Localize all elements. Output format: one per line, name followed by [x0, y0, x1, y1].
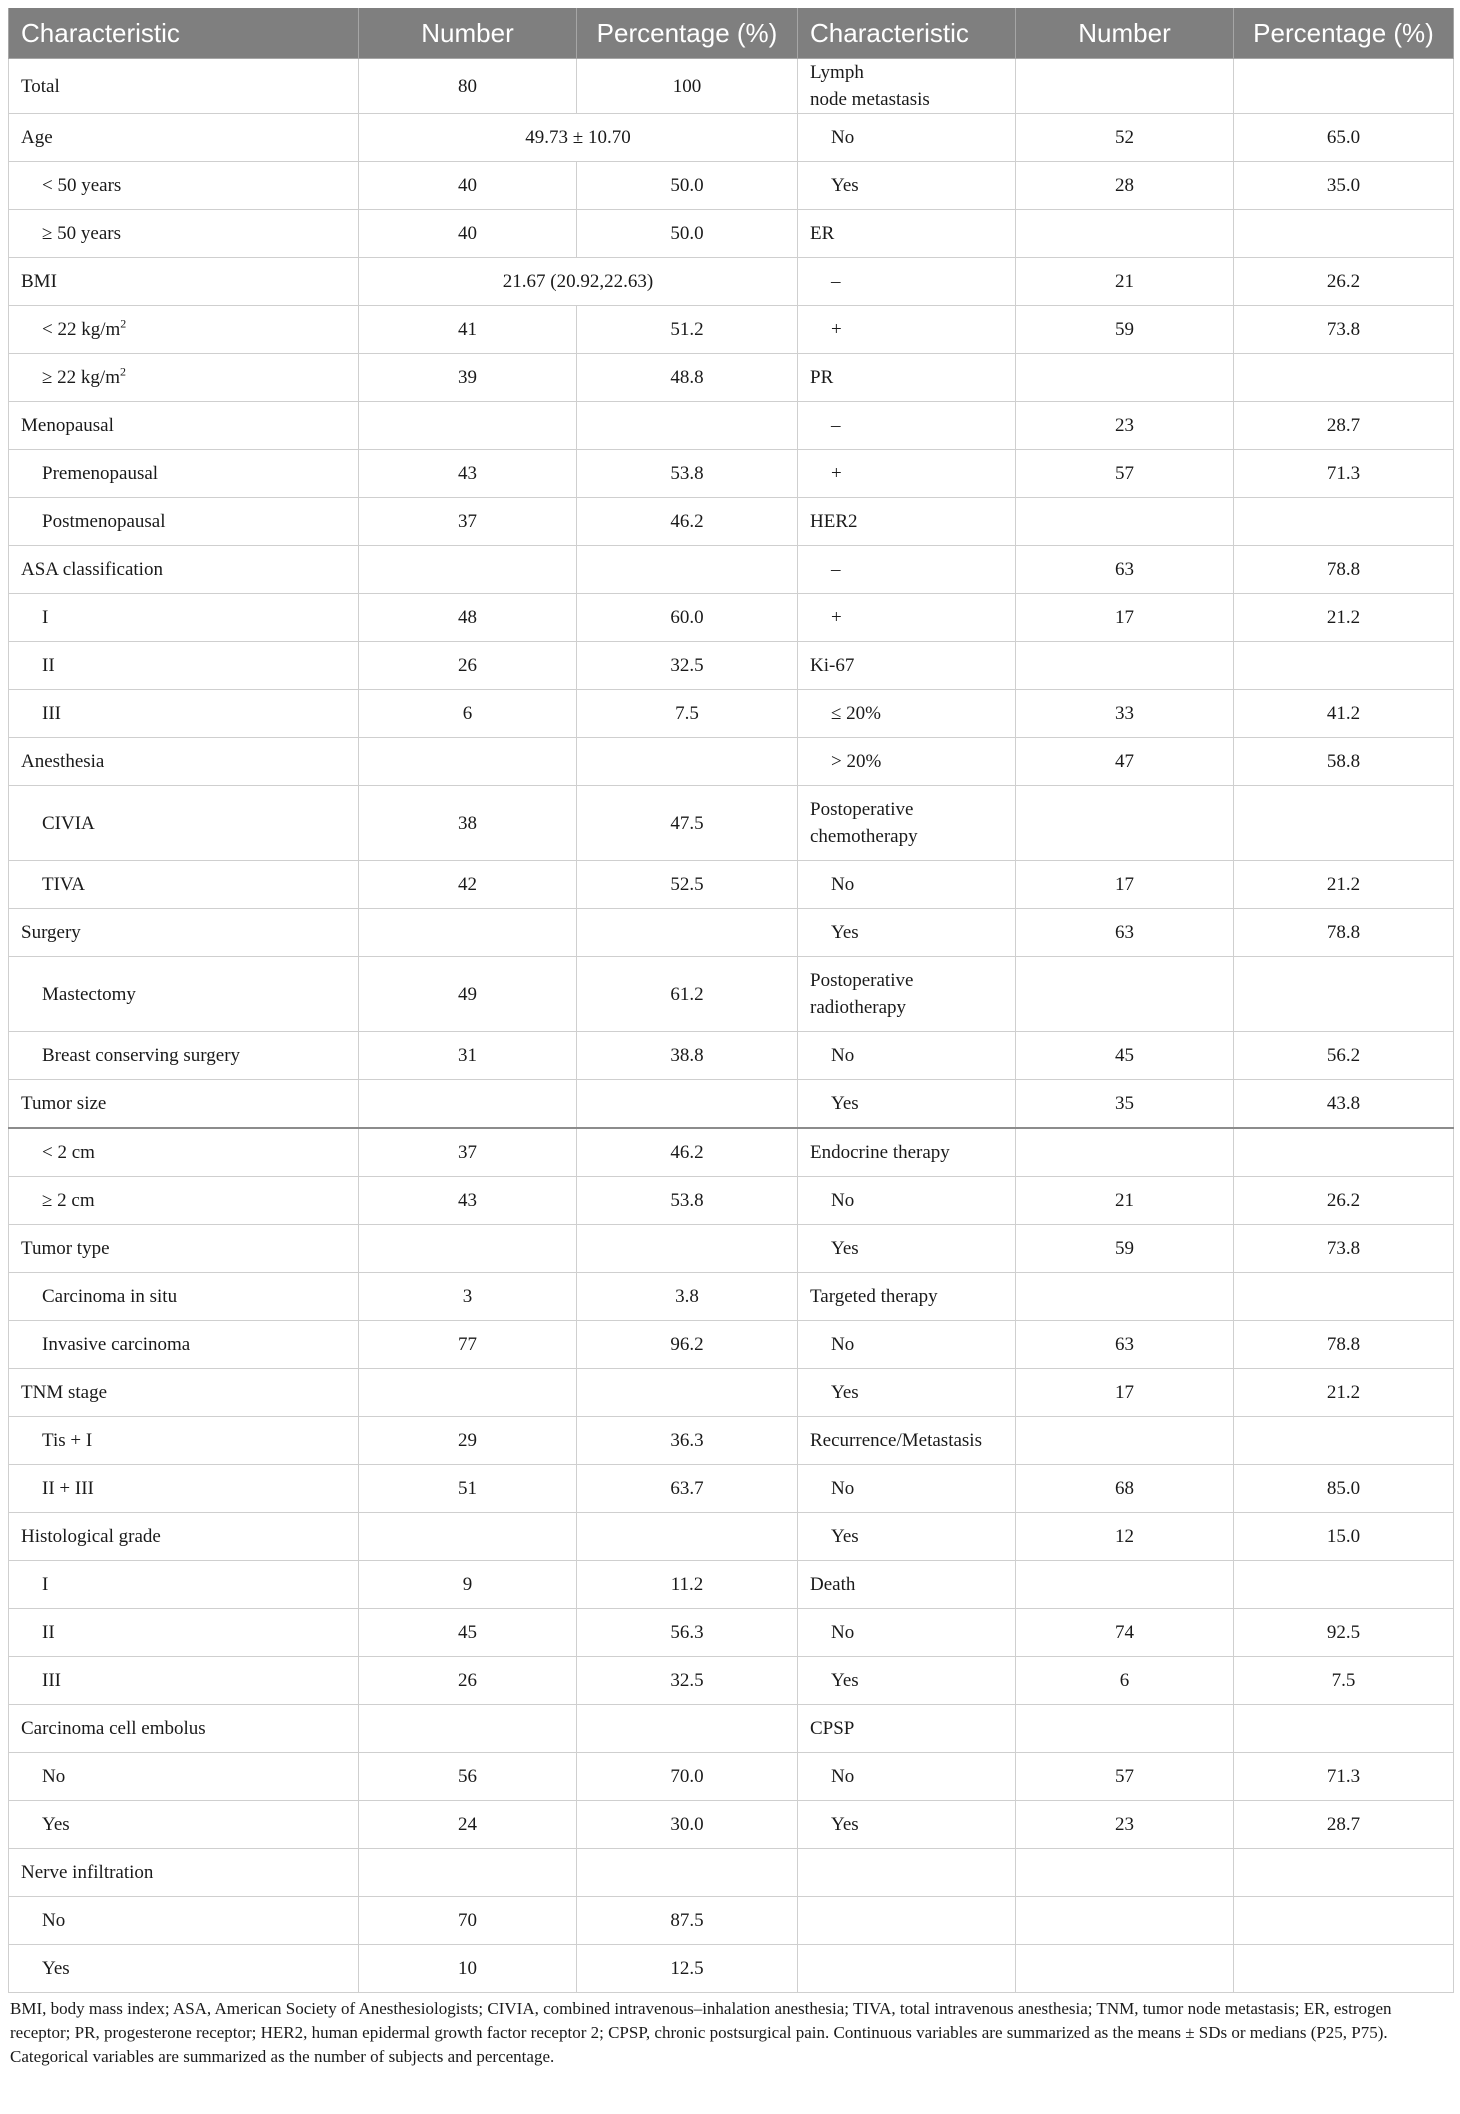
right-number-cell: 63 [1016, 1321, 1234, 1369]
left-percentage-cell [577, 1849, 798, 1897]
right-characteristic-cell: Postoperative radiotherapy [798, 957, 1016, 1032]
right-number-cell: 68 [1016, 1465, 1234, 1513]
left-percentage-cell: 3.8 [577, 1273, 798, 1321]
table-row [9, 690, 1454, 738]
table-row [9, 306, 1454, 354]
table-row [9, 1753, 1454, 1801]
left-percentage-cell: 46.2 [577, 1128, 798, 1177]
right-characteristic-cell: Recurrence/Metastasis [798, 1417, 1016, 1465]
left-percentage-cell: 63.7 [577, 1465, 798, 1513]
left-percentage-cell [577, 738, 798, 786]
right-percentage-cell: 28.7 [1234, 402, 1454, 450]
right-percentage-cell: 78.8 [1234, 546, 1454, 594]
table-row [9, 210, 1454, 258]
left-characteristic-cell: II + III [9, 1465, 359, 1513]
table-row [9, 1177, 1454, 1225]
left-number-cell [359, 1849, 577, 1897]
header-characteristic-right: Characteristic [798, 8, 1016, 59]
left-characteristic-cell: Carcinoma in situ [9, 1273, 359, 1321]
header-percentage-left: Percentage (%) [577, 8, 798, 59]
left-characteristic-cell: Yes [9, 1801, 359, 1849]
table-row [9, 1225, 1454, 1273]
table-row [9, 258, 1454, 306]
table-header [9, 8, 1454, 59]
right-number-cell [1016, 642, 1234, 690]
table-row [9, 786, 1454, 861]
right-percentage-cell: 78.8 [1234, 909, 1454, 957]
right-characteristic-cell: Yes [798, 1080, 1016, 1129]
right-number-cell [1016, 59, 1234, 114]
left-characteristic-cell: Tumor type [9, 1225, 359, 1273]
right-characteristic-cell: Ki-67 [798, 642, 1016, 690]
left-number-cell: 37 [359, 498, 577, 546]
left-number-cell [359, 1705, 577, 1753]
right-number-cell: 59 [1016, 306, 1234, 354]
left-characteristic-cell [9, 354, 359, 402]
right-number-cell [1016, 1849, 1234, 1897]
right-characteristic-cell: No [798, 1753, 1016, 1801]
header-number-right: Number [1016, 8, 1234, 59]
left-characteristic-cell: ≥ 2 cm [9, 1177, 359, 1225]
right-characteristic-cell: No [798, 861, 1016, 909]
right-characteristic-cell: HER2 [798, 498, 1016, 546]
left-percentage-cell: 7.5 [577, 690, 798, 738]
header-row [9, 8, 1454, 59]
left-characteristic-cell: TNM stage [9, 1369, 359, 1417]
right-percentage-cell [1234, 1897, 1454, 1945]
right-characteristic-cell: > 20% [798, 738, 1016, 786]
left-number-cell [359, 1513, 577, 1561]
right-characteristic-cell: Endocrine therapy [798, 1128, 1016, 1177]
left-percentage-cell: 46.2 [577, 498, 798, 546]
left-number-cell: 9 [359, 1561, 577, 1609]
left-number-cell: 10 [359, 1945, 577, 1993]
left-percentage-cell: 87.5 [577, 1897, 798, 1945]
left-percentage-cell: 47.5 [577, 786, 798, 861]
table-row [9, 1321, 1454, 1369]
right-characteristic-cell [798, 1849, 1016, 1897]
left-number-cell: 49 [359, 957, 577, 1032]
table-row [9, 450, 1454, 498]
right-number-cell: 52 [1016, 114, 1234, 162]
table-row [9, 1273, 1454, 1321]
right-number-cell [1016, 957, 1234, 1032]
table-row [9, 1417, 1454, 1465]
right-number-cell: 17 [1016, 594, 1234, 642]
right-number-cell: 21 [1016, 258, 1234, 306]
table-row [9, 1897, 1454, 1945]
left-number-cell [359, 402, 577, 450]
left-percentage-cell [577, 1705, 798, 1753]
label-text: ≥ 22 kg/m [42, 367, 120, 388]
left-percentage-cell [577, 402, 798, 450]
left-number-cell [359, 738, 577, 786]
left-percentage-cell: 11.2 [577, 1561, 798, 1609]
right-number-cell: 6 [1016, 1657, 1234, 1705]
left-number-cell: 40 [359, 162, 577, 210]
left-number-cell: 24 [359, 1801, 577, 1849]
left-percentage-cell [577, 546, 798, 594]
left-percentage-cell: 53.8 [577, 1177, 798, 1225]
table-row [9, 642, 1454, 690]
left-characteristic-cell: ASA classification [9, 546, 359, 594]
right-percentage-cell [1234, 1945, 1454, 1993]
left-number-cell [359, 1369, 577, 1417]
table-row [9, 1657, 1454, 1705]
right-percentage-cell [1234, 1561, 1454, 1609]
right-percentage-cell: 28.7 [1234, 1801, 1454, 1849]
right-characteristic-cell: Yes [798, 1657, 1016, 1705]
right-characteristic-cell [798, 1945, 1016, 1993]
left-number-cell: 3 [359, 1273, 577, 1321]
left-summary-cell: 49.73 ± 10.70 [359, 114, 798, 162]
left-percentage-cell: 56.3 [577, 1609, 798, 1657]
table-row [9, 738, 1454, 786]
left-characteristic-cell: III [9, 1657, 359, 1705]
left-number-cell: 31 [359, 1032, 577, 1080]
left-number-cell: 40 [359, 210, 577, 258]
left-number-cell: 29 [359, 1417, 577, 1465]
left-number-cell [359, 546, 577, 594]
left-number-cell: 45 [359, 1609, 577, 1657]
table-row [9, 1513, 1454, 1561]
right-percentage-cell: 41.2 [1234, 690, 1454, 738]
left-characteristic-cell: Yes [9, 1945, 359, 1993]
left-number-cell: 26 [359, 642, 577, 690]
right-characteristic-cell: Targeted therapy [798, 1273, 1016, 1321]
right-percentage-cell [1234, 1128, 1454, 1177]
left-number-cell: 70 [359, 1897, 577, 1945]
right-percentage-cell: 78.8 [1234, 1321, 1454, 1369]
right-percentage-cell: 15.0 [1234, 1513, 1454, 1561]
left-number-cell: 48 [359, 594, 577, 642]
left-percentage-cell: 48.8 [577, 354, 798, 402]
left-percentage-cell [577, 1225, 798, 1273]
right-characteristic-cell: + [798, 594, 1016, 642]
left-percentage-cell [577, 1080, 798, 1129]
left-number-cell: 41 [359, 306, 577, 354]
right-characteristic-cell: – [798, 258, 1016, 306]
table-row [9, 402, 1454, 450]
left-number-cell: 37 [359, 1128, 577, 1177]
left-percentage-cell: 60.0 [577, 594, 798, 642]
left-number-cell [359, 909, 577, 957]
left-percentage-cell: 61.2 [577, 957, 798, 1032]
left-characteristic-cell: Premenopausal [9, 450, 359, 498]
right-characteristic-cell: Death [798, 1561, 1016, 1609]
left-characteristic-cell: Anesthesia [9, 738, 359, 786]
table-row [9, 1705, 1454, 1753]
right-percentage-cell: 56.2 [1234, 1032, 1454, 1080]
table-body [9, 59, 1454, 1993]
left-number-cell: 51 [359, 1465, 577, 1513]
right-number-cell: 74 [1016, 1609, 1234, 1657]
left-characteristic-cell: Age [9, 114, 359, 162]
right-number-cell: 17 [1016, 1369, 1234, 1417]
left-characteristic-cell [9, 306, 359, 354]
table-row [9, 354, 1454, 402]
right-percentage-cell [1234, 1705, 1454, 1753]
left-summary-cell: 21.67 (20.92,22.63) [359, 258, 798, 306]
right-characteristic-cell: ≤ 20% [798, 690, 1016, 738]
left-percentage-cell [577, 909, 798, 957]
header-number-left: Number [359, 8, 577, 59]
right-percentage-cell: 58.8 [1234, 738, 1454, 786]
table-row [9, 594, 1454, 642]
right-number-cell [1016, 210, 1234, 258]
right-number-cell: 17 [1016, 861, 1234, 909]
right-number-cell: 33 [1016, 690, 1234, 738]
left-number-cell: 26 [359, 1657, 577, 1705]
right-number-cell: 57 [1016, 450, 1234, 498]
right-percentage-cell [1234, 1849, 1454, 1897]
left-number-cell: 42 [359, 861, 577, 909]
right-percentage-cell: 26.2 [1234, 258, 1454, 306]
table-row [9, 1080, 1454, 1129]
left-characteristic-cell: Invasive carcinoma [9, 1321, 359, 1369]
table-row [9, 1032, 1454, 1080]
right-characteristic-cell: ER [798, 210, 1016, 258]
right-percentage-cell [1234, 1417, 1454, 1465]
left-percentage-cell: 96.2 [577, 1321, 798, 1369]
superscript: 2 [120, 316, 127, 331]
right-number-cell: 21 [1016, 1177, 1234, 1225]
right-characteristic-cell: Yes [798, 162, 1016, 210]
right-number-cell: 63 [1016, 546, 1234, 594]
right-number-cell [1016, 354, 1234, 402]
right-percentage-cell: 85.0 [1234, 1465, 1454, 1513]
table-row [9, 909, 1454, 957]
right-percentage-cell: 71.3 [1234, 1753, 1454, 1801]
right-number-cell: 47 [1016, 738, 1234, 786]
table-row [9, 498, 1454, 546]
left-number-cell: 6 [359, 690, 577, 738]
right-percentage-cell [1234, 642, 1454, 690]
left-percentage-cell: 38.8 [577, 1032, 798, 1080]
right-characteristic-cell: No [798, 1032, 1016, 1080]
right-percentage-cell: 35.0 [1234, 162, 1454, 210]
right-characteristic-cell: – [798, 546, 1016, 594]
right-percentage-cell: 92.5 [1234, 1609, 1454, 1657]
table-row [9, 1945, 1454, 1993]
right-characteristic-cell: Yes [798, 1225, 1016, 1273]
left-percentage-cell: 50.0 [577, 162, 798, 210]
right-percentage-cell: 7.5 [1234, 1657, 1454, 1705]
right-characteristic-cell: + [798, 306, 1016, 354]
left-percentage-cell: 30.0 [577, 1801, 798, 1849]
right-percentage-cell: 73.8 [1234, 306, 1454, 354]
right-percentage-cell: 21.2 [1234, 1369, 1454, 1417]
table-container [8, 8, 1453, 2069]
right-characteristic-cell: Postoperative chemotherapy [798, 786, 1016, 861]
right-percentage-cell: 43.8 [1234, 1080, 1454, 1129]
right-percentage-cell [1234, 354, 1454, 402]
right-characteristic-cell: PR [798, 354, 1016, 402]
right-number-cell: 12 [1016, 1513, 1234, 1561]
right-number-cell [1016, 786, 1234, 861]
left-characteristic-cell: Breast conserving surgery [9, 1032, 359, 1080]
table-row [9, 1849, 1454, 1897]
right-number-cell [1016, 1897, 1234, 1945]
left-percentage-cell: 32.5 [577, 1657, 798, 1705]
left-characteristic-cell: Postmenopausal [9, 498, 359, 546]
left-characteristic-cell: I [9, 1561, 359, 1609]
table-row [9, 59, 1454, 114]
right-number-cell: 45 [1016, 1032, 1234, 1080]
right-percentage-cell [1234, 210, 1454, 258]
table-row [9, 1465, 1454, 1513]
right-number-cell [1016, 498, 1234, 546]
left-number-cell [359, 1080, 577, 1129]
right-characteristic-cell: Lymph node metastasis [798, 59, 1016, 114]
right-characteristic-cell: No [798, 1609, 1016, 1657]
right-number-cell: 23 [1016, 402, 1234, 450]
characteristics-table [8, 8, 1454, 1993]
right-characteristic-cell: No [798, 114, 1016, 162]
left-characteristic-cell: Menopausal [9, 402, 359, 450]
right-characteristic-cell: Yes [798, 909, 1016, 957]
right-percentage-cell: 73.8 [1234, 1225, 1454, 1273]
left-characteristic-cell: Nerve infiltration [9, 1849, 359, 1897]
header-percentage-right: Percentage (%) [1234, 8, 1454, 59]
left-characteristic-cell: Surgery [9, 909, 359, 957]
left-characteristic-cell: No [9, 1897, 359, 1945]
left-percentage-cell [577, 1369, 798, 1417]
table-row [9, 114, 1454, 162]
right-percentage-cell: 26.2 [1234, 1177, 1454, 1225]
right-percentage-cell [1234, 59, 1454, 114]
left-characteristic-cell: Mastectomy [9, 957, 359, 1032]
right-number-cell [1016, 1273, 1234, 1321]
right-number-cell [1016, 1128, 1234, 1177]
right-percentage-cell: 65.0 [1234, 114, 1454, 162]
left-percentage-cell: 70.0 [577, 1753, 798, 1801]
left-percentage-cell: 51.2 [577, 306, 798, 354]
right-number-cell: 59 [1016, 1225, 1234, 1273]
right-number-cell: 63 [1016, 909, 1234, 957]
left-percentage-cell: 32.5 [577, 642, 798, 690]
superscript: 2 [120, 364, 126, 379]
right-percentage-cell [1234, 786, 1454, 861]
right-characteristic-cell: + [798, 450, 1016, 498]
left-characteristic-cell: II [9, 642, 359, 690]
left-percentage-cell: 52.5 [577, 861, 798, 909]
right-characteristic-cell [798, 1897, 1016, 1945]
left-characteristic-cell: BMI [9, 258, 359, 306]
table-row [9, 162, 1454, 210]
table-row [9, 1801, 1454, 1849]
right-characteristic-cell: No [798, 1321, 1016, 1369]
table-row [9, 1561, 1454, 1609]
left-number-cell: 43 [359, 450, 577, 498]
right-number-cell [1016, 1705, 1234, 1753]
left-characteristic-cell: CIVIA [9, 786, 359, 861]
left-characteristic-cell: ≥ 50 years [9, 210, 359, 258]
left-number-cell: 77 [359, 1321, 577, 1369]
table-row [9, 957, 1454, 1032]
left-characteristic-cell: II [9, 1609, 359, 1657]
right-percentage-cell [1234, 957, 1454, 1032]
right-characteristic-cell: – [798, 402, 1016, 450]
right-percentage-cell [1234, 1273, 1454, 1321]
left-number-cell: 56 [359, 1753, 577, 1801]
left-characteristic-cell: Histological grade [9, 1513, 359, 1561]
left-number-cell [359, 1225, 577, 1273]
right-number-cell [1016, 1417, 1234, 1465]
right-number-cell: 35 [1016, 1080, 1234, 1129]
left-characteristic-cell: Carcinoma cell embolus [9, 1705, 359, 1753]
left-characteristic-cell: TIVA [9, 861, 359, 909]
right-percentage-cell [1234, 498, 1454, 546]
left-characteristic-cell: No [9, 1753, 359, 1801]
left-percentage-cell [577, 1513, 798, 1561]
table-footnote: BMI, body mass index; ASA, American Society of Anesthesiologists; CIVIA, combined intravenous–inhalation anesthesia; TIVA, total intravenous anesthesia; TNM, tumor node metastasis; ER, estrogen receptor; PR, progesterone receptor; HER2, human epidermal growth factor receptor 2; CPSP, chronic postsurgical pain. Continuous variables are summarized as the means ± SDs or medians (P25, P75). Categorical variables are summarized as the number of subjects and percentage. [10, 1999, 1392, 2066]
left-characteristic-cell: Total [9, 59, 359, 114]
left-percentage-cell: 36.3 [577, 1417, 798, 1465]
table-row [9, 1128, 1454, 1177]
right-percentage-cell: 21.2 [1234, 594, 1454, 642]
right-percentage-cell: 21.2 [1234, 861, 1454, 909]
left-percentage-cell: 100 [577, 59, 798, 114]
table-row [9, 1609, 1454, 1657]
table-row [9, 1369, 1454, 1417]
right-number-cell [1016, 1945, 1234, 1993]
right-characteristic-cell: Yes [798, 1513, 1016, 1561]
right-characteristic-cell: CPSP [798, 1705, 1016, 1753]
right-number-cell: 28 [1016, 162, 1234, 210]
table-row [9, 861, 1454, 909]
left-number-cell: 38 [359, 786, 577, 861]
header-characteristic-left: Characteristic [9, 8, 359, 59]
left-characteristic-cell: Tumor size [9, 1080, 359, 1129]
left-characteristic-cell: Tis + I [9, 1417, 359, 1465]
right-number-cell: 57 [1016, 1753, 1234, 1801]
right-number-cell [1016, 1561, 1234, 1609]
left-characteristic-cell: < 50 years [9, 162, 359, 210]
left-characteristic-cell: I [9, 594, 359, 642]
right-characteristic-cell: No [798, 1465, 1016, 1513]
left-number-cell: 39 [359, 354, 577, 402]
left-percentage-cell: 12.5 [577, 1945, 798, 1993]
right-characteristic-cell: Yes [798, 1801, 1016, 1849]
right-characteristic-cell: No [798, 1177, 1016, 1225]
left-percentage-cell: 53.8 [577, 450, 798, 498]
left-characteristic-cell: < 2 cm [9, 1128, 359, 1177]
right-characteristic-cell: Yes [798, 1369, 1016, 1417]
left-percentage-cell: 50.0 [577, 210, 798, 258]
right-number-cell: 23 [1016, 1801, 1234, 1849]
left-number-cell: 43 [359, 1177, 577, 1225]
left-characteristic-cell: III [9, 690, 359, 738]
left-number-cell: 80 [359, 59, 577, 114]
label-text: < 22 kg/m [42, 319, 121, 340]
table-row [9, 546, 1454, 594]
right-percentage-cell: 71.3 [1234, 450, 1454, 498]
